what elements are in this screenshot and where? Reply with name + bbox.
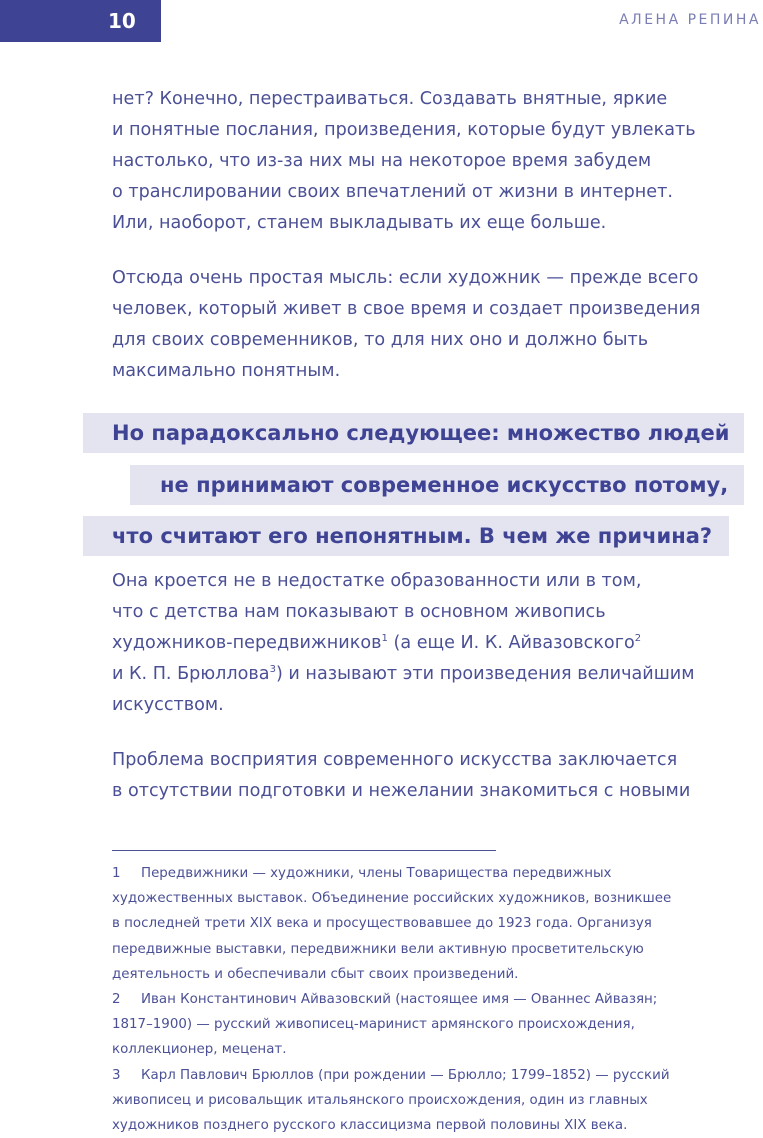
footnote-line: художников позднего русского классицизма первой половины XIX века. — [112, 1118, 628, 1134]
text-line: Проблема восприятия современного искусства заключается — [112, 750, 678, 770]
footnote-line: деятельность и обеспечивали сбыт своих произведений. — [112, 966, 519, 982]
footnote-number: 1 — [112, 866, 121, 881]
footnote-line: живописец и рисовальщик итальянского происхождения, один из главных — [112, 1092, 648, 1108]
text-line: и понятные послания, произведения, которые будут увлекать — [112, 120, 696, 140]
footnote-number: 3 — [112, 1067, 121, 1083]
footnote-text: Иван Константинович Айвазовский (настоящее имя — Ованнес Айвазян; — [141, 992, 658, 1008]
text-line: искусством. — [112, 695, 224, 715]
paragraph-3 — [112, 566, 695, 721]
footnote-line: в последней трети XIX века и просуществовавшее до 1923 года. Организуя — [112, 916, 652, 932]
pull-quote-line-2: не принимают современное искусство потому, — [130, 465, 744, 505]
text-line: для своих современников, то для них оно и должно быть — [112, 330, 649, 350]
footnote-line — [112, 861, 671, 886]
text-line: Она кроется не в недостатке образованности или в том, — [112, 571, 642, 591]
footnote-line: художественных выставок. Объединение российских художников, возникшее — [112, 891, 672, 907]
footnote-text: Передвижники — художники, члены Товарищества передвижных — [141, 866, 612, 881]
paragraph-2 — [112, 263, 700, 387]
footnote-3 — [112, 1063, 671, 1138]
text-segment: (а еще И. К. Айвазовского — [387, 633, 635, 653]
footnote-line — [112, 1063, 671, 1088]
footnote-line: передвижные выставки, передвижники вели активную просветительскую — [112, 941, 644, 957]
text-segment: ) и называют эти произведения величайшим — [275, 664, 695, 684]
text-line: настолько, что из-за них мы на некоторое время забудем — [112, 151, 652, 171]
text-segment: и К. П. Брюллова — [112, 664, 270, 684]
text-line: в отсутствии подготовки и нежелании знакомиться с новыми — [112, 781, 691, 801]
page-number: 10 — [0, 0, 161, 42]
footnote-ref-3[interactable]: 3 — [269, 664, 276, 676]
footnote-2 — [112, 987, 671, 1063]
paragraph-1 — [112, 84, 696, 239]
text-line: что с детства нам показывают в основном живопись — [112, 602, 606, 622]
pull-quote-line-1: Но парадоксально следующее: множество людей — [83, 413, 744, 453]
text-line: Или, наоборот, станем выкладывать их еще больше. — [112, 213, 607, 233]
footnote-divider — [112, 850, 496, 851]
text-line: Отсюда очень простая мысль: если художник — прежде всего — [112, 268, 699, 288]
footnote-ref-2[interactable]: 2 — [634, 633, 642, 645]
text-line: о транслировании своих впечатлений от жизни в интернет. — [112, 182, 673, 202]
footnote-number: 2 — [112, 992, 121, 1008]
footnote-line: 1817–1900) — русский живописец-маринист армянского происхождения, — [112, 1017, 635, 1033]
text-line: максимально понятным. — [112, 361, 341, 381]
footnote-line — [112, 987, 671, 1012]
text-segment: художников-передвижников — [112, 633, 382, 653]
footnote-1 — [112, 861, 671, 987]
footnotes — [112, 861, 671, 1138]
text-line — [112, 659, 695, 690]
text-line — [112, 628, 695, 659]
footnote-line: коллекционер, меценат. — [112, 1042, 287, 1058]
pull-quote-line-3: что считают его непонятным. В чем же причина? — [83, 516, 729, 556]
footnote-text: Карл Павлович Брюллов (при рождении — Брюлло; 1799–1852) — русский — [141, 1067, 670, 1083]
footnote-ref-1[interactable]: 1 — [381, 633, 388, 645]
paragraph-4 — [112, 745, 690, 807]
text-line: нет? Конечно, перестраиваться. Создавать внятные, яркие — [112, 89, 668, 109]
running-header-author: АЛЕНА РЕПИНА — [619, 12, 761, 28]
text-line: человек, который живет в свое время и создает произведения — [112, 299, 701, 319]
